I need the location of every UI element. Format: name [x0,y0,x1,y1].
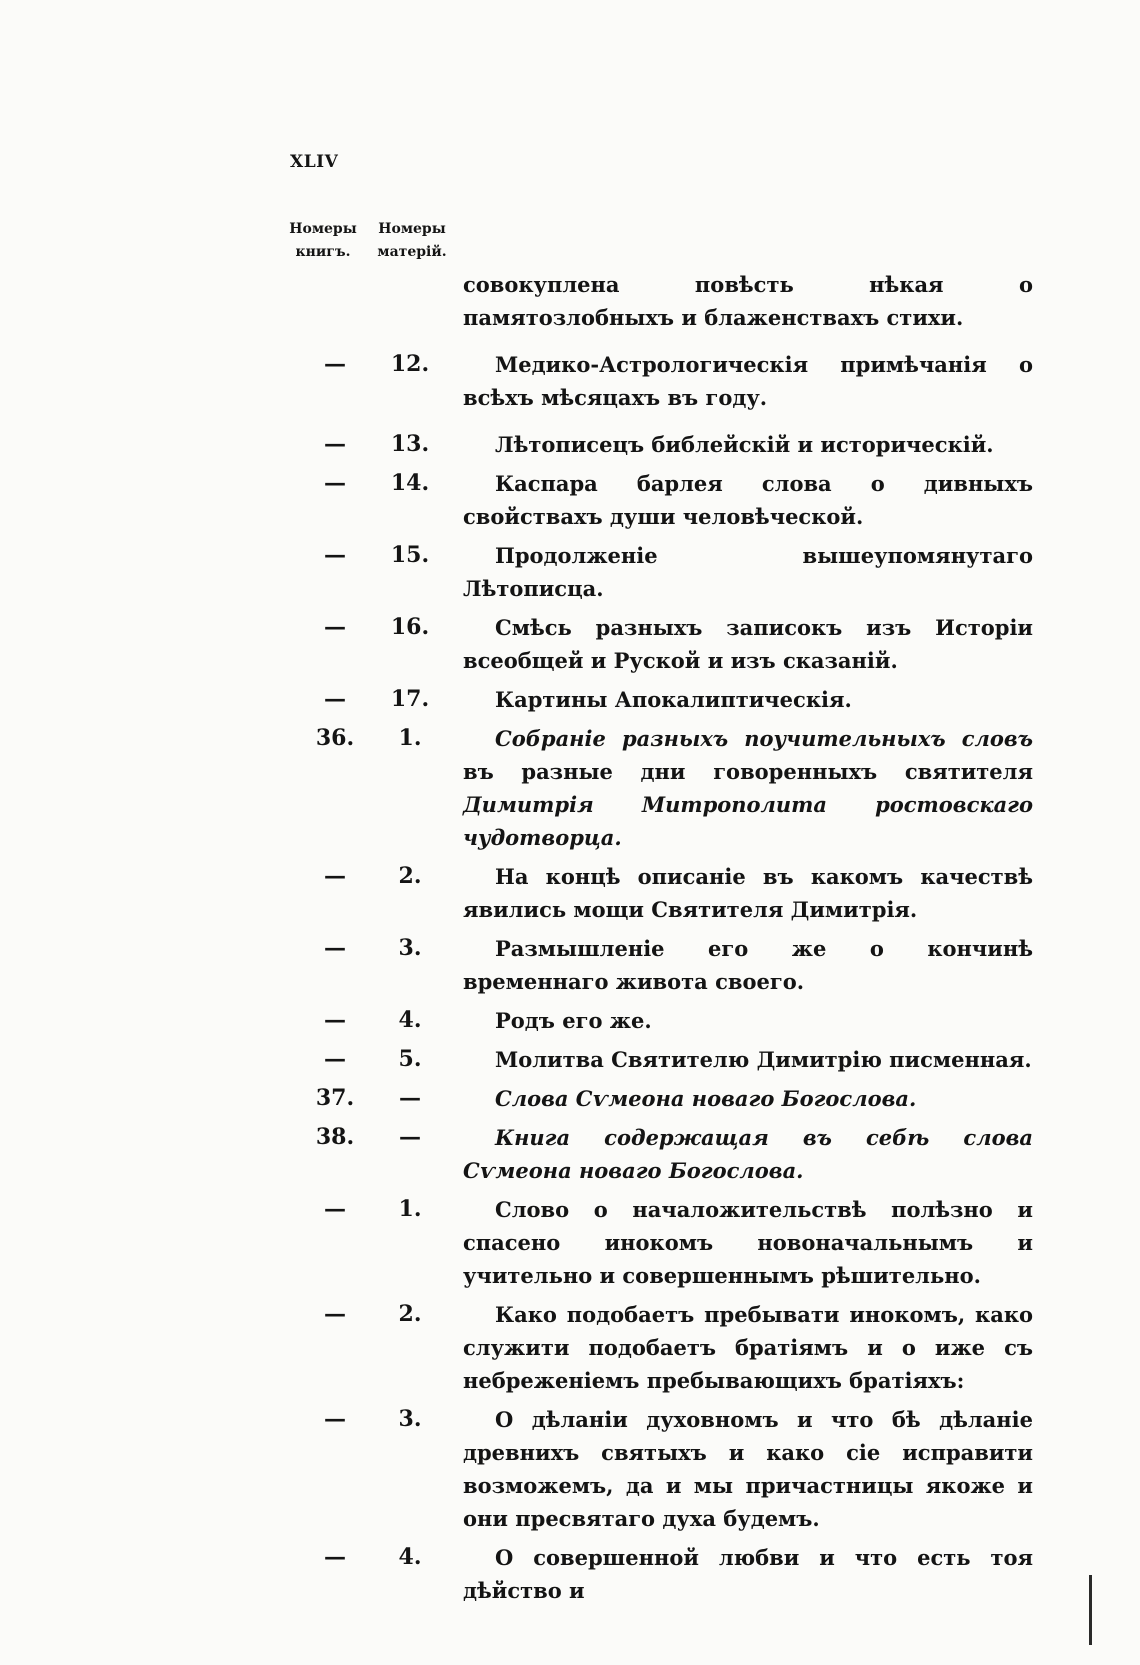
entry-material-number: 2. [398,1301,422,1327]
entry-book-number: — [324,614,346,640]
entry-text: Продолженіе вышеупомянутаго Лѣтописца. [463,543,1033,601]
entry-text: О совершенной любви и что есть тоя дѣйство и [463,1545,1033,1603]
column-header-material-numbers [368,218,456,264]
entry-material-number: 1. [398,725,422,751]
entry-material-number: 14. [390,470,430,496]
entry-book-number: — [324,1046,346,1072]
catalog-entry [0,1043,1140,1076]
catalog-entry [0,1082,1140,1115]
catalog-entry [0,722,1140,854]
entry-book-number: — [324,351,346,377]
catalog-entry [0,1121,1140,1187]
entry-material-number: 3. [398,1406,422,1432]
entry-text [463,722,1033,854]
entry-material-number: — [399,1085,421,1111]
catalog-entry [0,539,1140,605]
entry-book-number: — [324,470,346,496]
column-header-material-line1: Номеры [378,221,446,237]
column-header-book-numbers [283,218,363,264]
catalog-entry [0,467,1140,533]
entry-material-number: 4. [398,1007,422,1033]
column-header-book-line1: Номеры [289,221,357,237]
entry-material-number: 1. [398,1196,422,1222]
entry-book-number: — [324,1301,346,1327]
catalog-entry [0,348,1140,414]
catalog-entry [0,1403,1140,1535]
catalog-entry [0,860,1140,926]
entry-text: Каспара барлея слова о дивныхъ свойствахъ души человѣческой. [463,471,1033,529]
entry-text: Како подобаетъ пребывати инокомъ, како служити подобаетъ братіямъ и о иже съ небреженіемъ пребывающихъ братіяхъ: [463,1302,1033,1393]
entry-book-number: 38. [315,1124,355,1150]
entry-text-part: въ разные дни говоренныхъ святителя [463,759,1033,784]
entry-book-number: — [324,431,346,457]
entry-material-number: 13. [390,431,430,457]
catalog-entry [0,428,1140,461]
entry-material-number: 2. [398,863,422,889]
entry-author-italic: Димитрія Митрополита ростовскаго чудотворца. [463,792,1033,850]
catalog-entry [0,1004,1140,1037]
entry-text: совокуплена повѣсть нѣкая о памятозлобныхъ и блаженствахъ стихи. [463,272,1033,330]
entry-text: На концѣ описаніе въ какомъ качествѣ явились мощи Святителя Димитрія. [463,864,1033,922]
entry-text: Размышленіе его же о кончинѣ временнаго живота своего. [463,936,1033,994]
entry-text: Смѣсь разныхъ записокъ изъ Исторіи всеобщей и Руской и изъ сказаній. [463,615,1033,673]
entry-book-number: — [324,935,346,961]
entry-book-number: — [324,863,346,889]
entry-text: Медико-Астрологическія примѣчанія о всѣхъ мѣсяцахъ въ году. [463,352,1033,410]
entry-text: Книга содержащая въ себѣ слова Сѵмеона новаго Богослова. [463,1125,1033,1183]
entry-text: Слово о началожительствѣ полѣзно и спасено инокомъ новоначальнымъ и учительно и совершеннымъ рѣшительно. [463,1197,1033,1288]
catalog-entry [0,611,1140,677]
page-number: XLIV [290,152,339,172]
entry-book-number: — [324,542,346,568]
entry-material-number: — [399,1124,421,1150]
catalog-entries [0,268,1140,1613]
entry-material-number: 4. [398,1544,422,1570]
catalog-entry [0,268,1140,334]
entry-book-number: — [324,1007,346,1033]
entry-book-number: — [324,1406,346,1432]
column-header-material-line2: матерій. [377,244,447,260]
catalog-entry [0,1298,1140,1397]
entry-material-number: 12. [390,351,430,377]
entry-material-number: 16. [390,614,430,640]
entry-text: Слова Сѵмеона новаго Богослова. [495,1086,917,1111]
catalog-entry [0,1193,1140,1292]
catalog-entry [0,932,1140,998]
entry-material-number: 15. [390,542,430,568]
entry-text: О дѣланіи духовномъ и что бѣ дѣланіе древнихъ святыхъ и како сіе исправити возможемъ, да и мы причастницы якоже и они пресвятаго духа будемъ. [463,1407,1033,1531]
entry-text: Молитва Святителю Димитрію писменная. [495,1047,1032,1072]
entry-book-number: 36. [315,725,355,751]
entry-material-number: 17. [390,686,430,712]
catalog-entry [0,1541,1140,1607]
entry-book-number: — [324,686,346,712]
entry-title-italic: Собраніе разныхъ поучительныхъ словъ [495,726,1033,751]
column-header-book-line2: книгъ. [295,244,351,260]
entry-book-number: — [324,1544,346,1570]
page-edge-mark [1089,1575,1092,1645]
entry-text: Картины Апокалиптическія. [495,687,852,712]
catalog-entry [0,683,1140,716]
entry-material-number: 3. [398,935,422,961]
entry-material-number: 5. [398,1046,422,1072]
entry-text: Родъ его же. [495,1008,652,1033]
entry-book-number: — [324,1196,346,1222]
entry-book-number: 37. [315,1085,355,1111]
entry-text: Лѣтописецъ библейскій и историческій. [495,432,994,457]
